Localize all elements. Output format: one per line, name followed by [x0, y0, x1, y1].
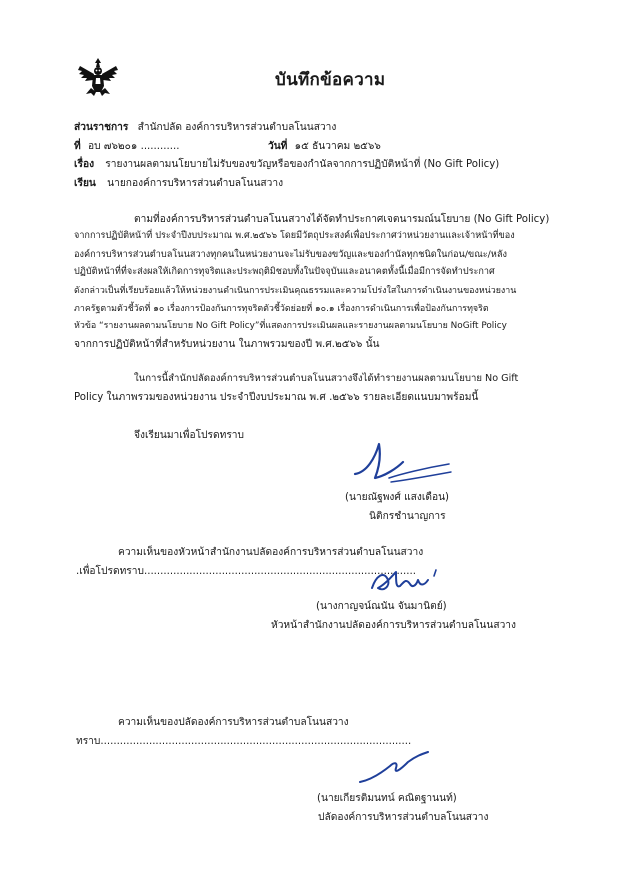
- paragraph1-line: ภาครัฐตามตัวชี้วัดที่ ๑๐ เรื่องการป้องกันการทุจริตตัวชี้วัดย่อยที่ ๑๐.๑ เรื่องการดำเนินการเพื่อป้องกันการทุจริต: [74, 304, 489, 314]
- paragraph1-line: ปฏิบัติหน้าที่ที่จะส่งผลให้เกิดการทุจริตและประพฤติมิชอบทั้งในปัจจุบันและอนาคตทั้งนี้เมื่อมีการจัดทำประกาศ: [74, 267, 495, 277]
- department-label: ส่วนราชการ: [74, 122, 129, 133]
- to-label: เรียน: [74, 178, 96, 189]
- paragraph2-line: Policy ในภาพรวมของหน่วยงาน ประจำปีงบประมาณ พ.ศ .๒๕๖๖ รายละเอียดแนบมาพร้อมนี้: [74, 392, 479, 403]
- opinion1-text: .เพื่อโปรดทราบ: [76, 566, 144, 577]
- signer1-name: (นายณัฐพงศ์ แสงเดือน): [345, 492, 450, 503]
- opinion2-text: ทราบ: [76, 736, 101, 747]
- paragraph1-line: หัวข้อ “รายงานผลตามนโยบาย No Gift Policy”ที่แสดงการประเมินผลและรายงานผลตามนโยบาย NoGift Policy: [74, 321, 507, 331]
- reference-row: [74, 140, 179, 154]
- closing-line: จึงเรียนมาเพื่อโปรดทราบ: [134, 430, 244, 441]
- department-value: สำนักปลัด องค์การบริหารส่วนตำบลโนนสวาง: [137, 122, 337, 133]
- date-value: ๑๕ ธันวาคม ๒๕๖๖: [294, 141, 381, 152]
- subject-label: เรื่อง: [74, 159, 95, 170]
- opinion1-heading: ความเห็นของหัวหน้าสำนักงานปลัดองค์การบริหารส่วนตำบลโนนสวาง: [118, 547, 424, 558]
- paragraph1-line: องค์การบริหารส่วนตำบลโนนสวางทุกคนในหน่วยงานจะไม่รับของขวัญและของกำนัลทุกชนิดในก่อน/ขณะ/หลัง: [74, 249, 507, 260]
- opinion2-line: [76, 735, 411, 749]
- opinion2-heading: ความเห็นของปลัดองค์การบริหารส่วนตำบลโนนสวาง: [118, 717, 349, 728]
- opinion1-dots: ....................................................................................: [143, 566, 416, 577]
- paragraph2-line: ในการนี้สำนักปลัดองค์การบริหารส่วนตำบลโนนสวางจึงได้ทำรายงานผลตามนโยบาย No Gift: [134, 373, 519, 384]
- paragraph1-line: ดังกล่าวเป็นที่เรียบร้อยแล้วให้หน่วยงานดำเนินการประเมินคุณธรรมและความโปร่งใสในการดำเนินงานของหน่วยงาน: [74, 286, 517, 296]
- to-row: [74, 177, 283, 191]
- paragraph1-line: จากการปฏิบัติหน้าที่ ประจำปีงบประมาณ พ.ศ.๒๕๖๖ โดยมีวัตถุประสงค์เพื่อประกาศว่าหน่วยงานและเจ้าหน้าที่ของ: [74, 231, 515, 241]
- subject-row: [74, 158, 499, 172]
- paragraph1-line: ตามที่องค์การบริหารส่วนตำบลโนนสวางได้จัดทำประกาศเจตนารมณ์นโยบาย (No Gift Policy): [134, 214, 550, 225]
- signer2-name: (นางกาญจน์ณนัน จันมานิตย์): [316, 601, 447, 612]
- signature-1-icon: [345, 438, 455, 488]
- paragraph1-line: จากการปฏิบัติหน้าที่สำหรับหน่วยงาน ในภาพรวมของปี พ.ศ.๒๕๖๖ นั้น: [74, 339, 380, 350]
- date-label: วันที่: [268, 141, 288, 152]
- opinion2-dots: ................................................................................................: [100, 736, 412, 747]
- reference-dots: ............: [140, 141, 180, 152]
- memo-title: บันทึกข้อความ: [275, 70, 386, 90]
- reference-label: ที่: [74, 141, 81, 152]
- signer1-position: นิติกรชำนาญการ: [369, 511, 446, 522]
- subject-value: รายงานผลตามนโยบายไม่รับของขวัญหรือของกำนัลจากการปฏิบัติหน้าที่ (No Gift Policy): [105, 159, 500, 170]
- garuda-emblem-icon: [76, 54, 120, 98]
- opinion1-line: [76, 565, 416, 579]
- signature-3-icon: [350, 748, 440, 792]
- reference-value: อบ ๗๖๒๐๑: [87, 141, 138, 152]
- department-row: [74, 121, 336, 135]
- signer3-name: (นายเกียรติมนทน์ คณิตฐานนท์): [317, 793, 457, 804]
- date-row: [268, 140, 381, 154]
- signature-2-icon: [366, 562, 446, 598]
- to-value: นายกองค์การบริหารส่วนตำบลโนนสวาง: [107, 178, 284, 189]
- signer3-position: ปลัดองค์การบริหารส่วนตำบลโนนสวาง: [318, 812, 489, 823]
- signer2-position: หัวหน้าสำนักงานปลัดองค์การบริหารส่วนตำบลโนนสวาง: [271, 620, 516, 631]
